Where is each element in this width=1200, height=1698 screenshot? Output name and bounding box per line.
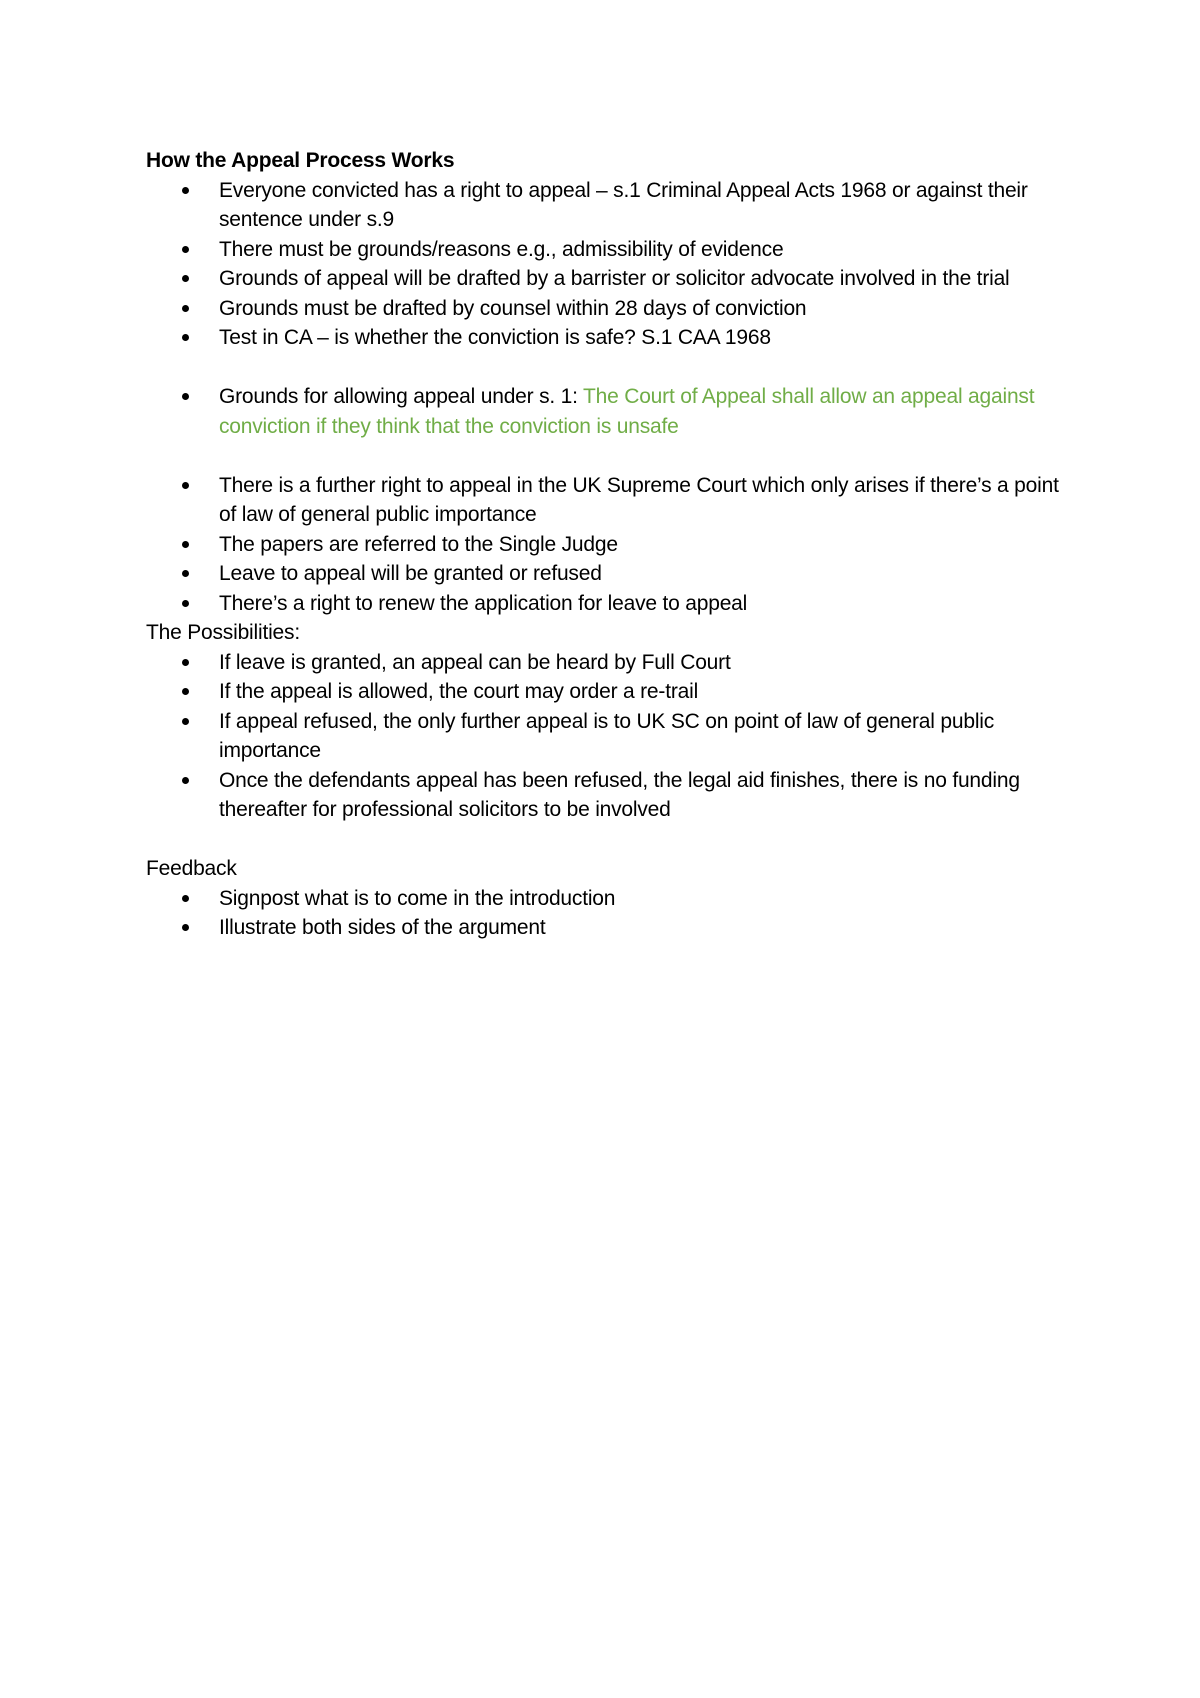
list-item-text: If leave is granted, an appeal can be heard by Full Court <box>219 650 731 674</box>
bullet-icon <box>182 482 189 489</box>
list-item-text: Test in CA – is whether the conviction is safe? S.1 CAA 1968 <box>219 326 771 349</box>
list-item-text: Grounds must be drafted by counsel within 28 days of conviction <box>219 296 807 320</box>
list-item <box>146 677 1076 707</box>
bullet-icon <box>182 688 189 695</box>
list-item <box>146 884 1076 914</box>
bullet-icon <box>182 187 189 194</box>
bullet-icon <box>182 659 189 666</box>
document-page <box>146 146 1076 943</box>
bullet-icon <box>182 718 189 725</box>
possibilities-list <box>146 648 1076 825</box>
list-item <box>146 264 1076 294</box>
list-item-text: Everyone convicted has a right to appeal – s.1 Criminal Appeal Acts 1968 or against their sentence under s.9 <box>219 178 1028 231</box>
list-item-grounds <box>146 382 1076 441</box>
list-item-text: There is a further right to appeal in the UK Supreme Court which only arises if there’s a point of law of general public importance <box>219 473 1059 526</box>
list-item-text: Illustrate both sides of the argument <box>219 916 546 939</box>
list-item-text: There’s a right to renew the application for leave to appeal <box>219 591 748 615</box>
list-item <box>146 530 1076 560</box>
list-item <box>146 707 1076 766</box>
list-item <box>146 176 1076 235</box>
list-item <box>146 766 1076 825</box>
bullet-icon <box>182 924 189 931</box>
list-item-text: Leave to appeal will be granted or refused <box>219 562 602 585</box>
bullet-icon <box>182 246 189 253</box>
list-item-text: Grounds of appeal will be drafted by a barrister or solicitor advocate involved in the trial <box>219 267 1010 290</box>
list-item <box>146 559 1076 589</box>
list-item <box>146 235 1076 265</box>
list-item <box>146 294 1076 324</box>
list-item <box>146 648 1076 678</box>
list-item <box>146 471 1076 530</box>
feedback-list <box>146 884 1076 943</box>
list-item-text: Once the defendants appeal has been refused, the legal aid finishes, there is no funding thereafter for professional solicitors to be involved <box>219 768 1020 821</box>
appeal-process-list <box>146 176 1076 619</box>
list-item-text: Signpost what is to come in the introduction <box>219 886 616 910</box>
section-title-possibilities: The Possibilities: <box>146 621 300 644</box>
bullet-icon <box>182 895 189 902</box>
bullet-icon <box>182 334 189 341</box>
grounds-highlight-text: The Court of Appeal shall allow an appeal against conviction if they think that the conviction is unsafe <box>219 385 1035 438</box>
section-title-appeal-process: How the Appeal Process Works <box>146 149 455 172</box>
paragraph-spacer <box>146 825 1076 855</box>
list-item <box>146 589 1076 619</box>
section-title-feedback: Feedback <box>146 857 237 880</box>
list-item-text: If the appeal is allowed, the court may order a re-trail <box>219 680 699 703</box>
bullet-icon <box>182 777 189 784</box>
grounds-prefix-text: Grounds for allowing appeal under s. 1: <box>219 385 584 408</box>
list-item-text: There must be grounds/reasons e.g., admissibility of evidence <box>219 237 784 261</box>
bullet-icon <box>182 275 189 282</box>
list-item-text: The papers are referred to the Single Judge <box>219 532 618 556</box>
list-item-text: If appeal refused, the only further appeal is to UK SC on point of law of general public importance <box>219 709 995 762</box>
bullet-icon <box>182 570 189 577</box>
list-item <box>146 913 1076 943</box>
list-item <box>146 323 1076 353</box>
bullet-icon <box>182 393 189 400</box>
bullet-icon <box>182 305 189 312</box>
bullet-icon <box>182 541 189 548</box>
bullet-icon <box>182 600 189 607</box>
